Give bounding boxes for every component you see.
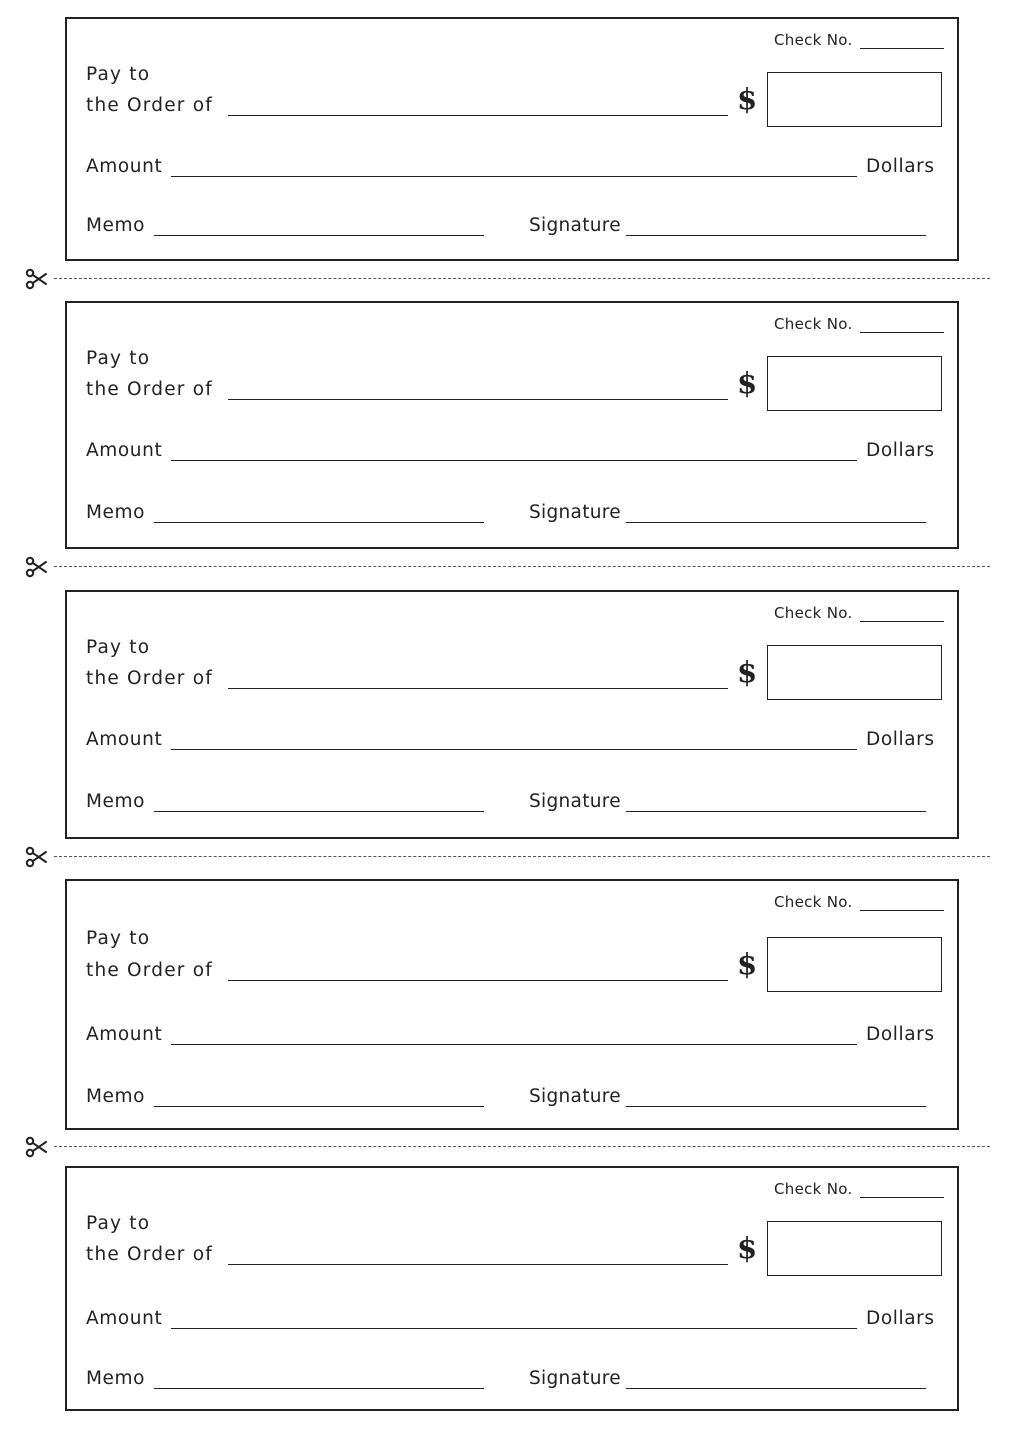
check-no-label: Check No. — [774, 604, 853, 622]
signature-field[interactable] — [626, 235, 926, 236]
order-of-label: the Order of — [86, 1244, 213, 1265]
signature-label: Signature — [529, 791, 621, 812]
signature-field[interactable] — [626, 1388, 926, 1389]
amount-label: Amount — [86, 1308, 163, 1329]
cut-line — [24, 1135, 990, 1159]
amount-numeric-box[interactable] — [767, 645, 942, 700]
cut-line — [24, 845, 990, 869]
amount-numeric-box[interactable] — [767, 1221, 942, 1276]
amount-numeric-box[interactable] — [767, 937, 942, 992]
check-no-field[interactable] — [860, 910, 944, 911]
memo-label: Memo — [86, 502, 146, 523]
amount-words-field[interactable] — [171, 460, 857, 461]
amount-label: Amount — [86, 440, 163, 461]
dollar-sign: $ — [737, 366, 758, 400]
dollars-label: Dollars — [866, 156, 935, 177]
dollars-label: Dollars — [866, 1308, 935, 1329]
check-no-label: Check No. — [774, 315, 853, 333]
check-4 — [65, 879, 959, 1130]
dollars-label: Dollars — [866, 1024, 935, 1045]
dollar-sign: $ — [737, 82, 758, 116]
payee-field[interactable] — [228, 688, 728, 689]
order-of-label: the Order of — [86, 379, 213, 400]
scissors-icon — [24, 267, 48, 291]
payee-field[interactable] — [228, 980, 728, 981]
signature-label: Signature — [529, 502, 621, 523]
memo-label: Memo — [86, 1368, 146, 1389]
cut-dashes — [54, 1146, 990, 1147]
memo-label: Memo — [86, 1086, 146, 1107]
payee-field[interactable] — [228, 1264, 728, 1265]
amount-numeric-box[interactable] — [767, 356, 942, 411]
amount-words-field[interactable] — [171, 749, 857, 750]
order-of-label: the Order of — [86, 95, 213, 116]
cut-dashes — [54, 566, 990, 567]
signature-field[interactable] — [626, 522, 926, 523]
amount-numeric-box[interactable] — [767, 72, 942, 127]
payee-field[interactable] — [228, 399, 728, 400]
dollar-sign: $ — [737, 655, 758, 689]
amount-words-field[interactable] — [171, 1328, 857, 1329]
memo-field[interactable] — [154, 522, 484, 523]
dollars-label: Dollars — [866, 440, 935, 461]
pay-to-label: Pay to — [86, 1213, 151, 1234]
check-no-field[interactable] — [860, 621, 944, 622]
scissors-icon — [24, 555, 48, 579]
signature-label: Signature — [529, 1086, 621, 1107]
dollar-sign: $ — [737, 1231, 758, 1265]
check-no-label: Check No. — [774, 31, 853, 49]
amount-label: Amount — [86, 1024, 163, 1045]
signature-field[interactable] — [626, 811, 926, 812]
pay-to-label: Pay to — [86, 928, 151, 949]
memo-label: Memo — [86, 791, 146, 812]
memo-field[interactable] — [154, 235, 484, 236]
signature-field[interactable] — [626, 1106, 926, 1107]
check-5 — [65, 1166, 959, 1411]
check-2 — [65, 301, 959, 549]
cut-line — [24, 555, 990, 579]
scissors-icon — [24, 845, 48, 869]
payee-field[interactable] — [228, 115, 728, 116]
amount-words-field[interactable] — [171, 1044, 857, 1045]
cut-dashes — [54, 856, 990, 857]
check-no-label: Check No. — [774, 893, 853, 911]
check-no-field[interactable] — [860, 48, 944, 49]
cut-dashes — [54, 278, 990, 279]
check-no-field[interactable] — [860, 332, 944, 333]
amount-words-field[interactable] — [171, 176, 857, 177]
memo-label: Memo — [86, 215, 146, 236]
order-of-label: the Order of — [86, 960, 213, 981]
amount-label: Amount — [86, 156, 163, 177]
pay-to-label: Pay to — [86, 637, 151, 658]
memo-field[interactable] — [154, 811, 484, 812]
signature-label: Signature — [529, 215, 621, 236]
dollar-sign: $ — [737, 947, 758, 981]
amount-label: Amount — [86, 729, 163, 750]
scissors-icon — [24, 1135, 48, 1159]
pay-to-label: Pay to — [86, 348, 151, 369]
check-no-field[interactable] — [860, 1197, 944, 1198]
check-no-label: Check No. — [774, 1180, 853, 1198]
cut-line — [24, 267, 990, 291]
memo-field[interactable] — [154, 1388, 484, 1389]
check-3 — [65, 590, 959, 839]
check-1 — [65, 17, 959, 261]
dollars-label: Dollars — [866, 729, 935, 750]
memo-field[interactable] — [154, 1106, 484, 1107]
signature-label: Signature — [529, 1368, 621, 1389]
pay-to-label: Pay to — [86, 64, 151, 85]
order-of-label: the Order of — [86, 668, 213, 689]
